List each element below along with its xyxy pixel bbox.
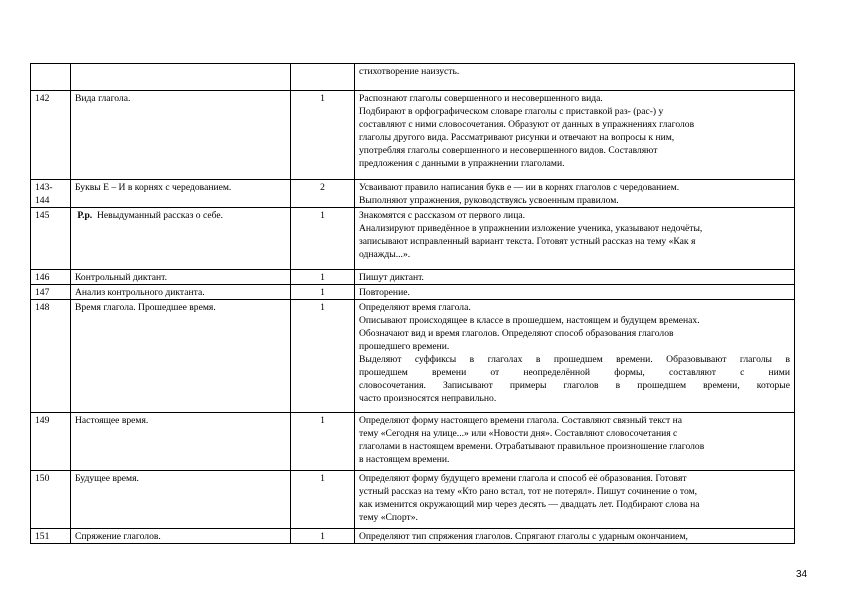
- activity-line: Распознают глаголы совершенного и несовершенного вида.: [359, 93, 603, 104]
- lesson-hours: [291, 64, 355, 91]
- activity-line: стихотворение наизусть.: [359, 66, 460, 77]
- lesson-number: 149: [31, 413, 71, 471]
- activity-line: Обозначают вид и время глаголов. Определяют способ образования глаголов: [359, 328, 674, 339]
- activity-line: Описывают происходящее в классе в прошедшем, настоящем и будущем временах.: [359, 315, 700, 326]
- activity-line: Усваивают правило написания букв е — ии в корнях глаголов с чередованием.: [359, 182, 680, 193]
- page-number: 34: [796, 569, 808, 580]
- lesson-activities: [355, 471, 795, 529]
- lesson-number: 143-144: [31, 180, 71, 208]
- activity-line: употребляя глаголы совершенного и несовершенного видов. Составляют: [359, 145, 658, 156]
- lesson-hours: 1: [291, 413, 355, 471]
- activity-line: прошедшего времени.: [359, 341, 450, 352]
- lesson-topic: [71, 208, 291, 270]
- topic-prefix: Р.р.: [77, 210, 93, 221]
- activity-line: Знакомятся с рассказом от первого лица.: [359, 210, 525, 221]
- lesson-activities: [355, 270, 795, 285]
- lesson-hours: 1: [291, 208, 355, 270]
- activity-line: Определяют форму будущего времени глагола и способ её образования. Готовят: [359, 473, 687, 484]
- lesson-number: 148: [31, 300, 71, 413]
- activity-line: Пишут диктант.: [359, 272, 424, 283]
- lesson-activities: [355, 91, 795, 180]
- lesson-topic: Будущее время.: [71, 471, 291, 529]
- activity-line: Подбирают в орфографическом словаре глаголы с приставкой раз- (рас-) у: [359, 106, 664, 117]
- lesson-number: 145: [31, 208, 71, 270]
- activity-line: Анализируют приведённое в упражнении изложение ученика, указывают недочёты,: [359, 223, 703, 234]
- lesson-number: [31, 64, 71, 91]
- table-row: [31, 529, 795, 544]
- lesson-number: 150: [31, 471, 71, 529]
- lesson-topic: Спряжение глаголов.: [71, 529, 291, 544]
- lesson-topic: Буквы Е – И в корнях с чередованием.: [71, 180, 291, 208]
- lesson-topic: Настоящее время.: [71, 413, 291, 471]
- lesson-activities: [355, 285, 795, 300]
- table-row: [31, 285, 795, 300]
- lesson-topic: Время глагола. Прошедшее время.: [71, 300, 291, 413]
- activity-line: устный рассказ на тему «Кто рано встал, тот не потерял». Пишут сочинение о том,: [359, 486, 698, 497]
- activity-line: Определяют время глагола.: [359, 302, 471, 313]
- lesson-activities: [355, 208, 795, 270]
- activity-line: Определяют тип спряжения глаголов. Спрягают глаголы с ударным окончанием,: [359, 531, 688, 542]
- table-row: [31, 270, 795, 285]
- activity-line: глаголами в настоящем времени. Отрабатывают правильное произношение глаголов: [359, 441, 705, 452]
- lesson-number: 146: [31, 270, 71, 285]
- table-row: [31, 91, 795, 180]
- lesson-topic: [71, 64, 291, 91]
- lesson-hours: 1: [291, 285, 355, 300]
- lesson-hours: 1: [291, 471, 355, 529]
- lesson-topic: Анализ контрольного диктанта.: [71, 285, 291, 300]
- lesson-activities: [355, 180, 795, 208]
- activity-line: как изменится окружающий мир через десять — двадцать лет. Подбирают слова на: [359, 499, 700, 510]
- lesson-hours: 1: [291, 91, 355, 180]
- activity-line: словосочетания. Записывают примеры глаголов в прошедшем времени, которые: [359, 380, 790, 391]
- activity-line: тему «Спорт».: [359, 512, 418, 523]
- lesson-plan-table: [30, 63, 795, 544]
- lesson-number: 147: [31, 285, 71, 300]
- activity-line: глаголы другого вида. Рассматривают рисунки и отвечают на вопросы к ним,: [359, 132, 675, 143]
- topic-text: Невыдуманный рассказ о себе.: [97, 210, 223, 221]
- lesson-activities: [355, 64, 795, 91]
- lesson-activities: [355, 300, 795, 413]
- table-row: [31, 180, 795, 208]
- activity-line: прошедшем времени от неопределённой формы, составляют с ними: [359, 367, 790, 378]
- lesson-topic: Вида глагола.: [71, 91, 291, 180]
- lesson-activities: [355, 529, 795, 544]
- table-row: [31, 471, 795, 529]
- lesson-hours: 1: [291, 300, 355, 413]
- lesson-number: 142: [31, 91, 71, 180]
- activity-line: предложения с данными в упражнении глаголами.: [359, 158, 565, 169]
- activity-line: тему «Сегодня на улице...» или «Новости дня». Составляют словосочетания с: [359, 428, 678, 439]
- lesson-hours: 1: [291, 270, 355, 285]
- table-row: [31, 64, 795, 91]
- activity-line: Повторение.: [359, 287, 410, 298]
- activity-line: однажды...».: [359, 249, 411, 260]
- activity-line: записывают исправленный вариант текста. Готовят устный рассказ на тему «Как я: [359, 236, 696, 247]
- lesson-hours: 2: [291, 180, 355, 208]
- activity-line: Определяют форму настоящего времени глагола. Составляют связный текст на: [359, 415, 683, 426]
- table-row: [31, 300, 795, 413]
- lesson-activities: [355, 413, 795, 471]
- activity-line: Выделяют суффиксы в глаголах в прошедшем времени. Образовывают глаголы в: [359, 354, 790, 365]
- table-row: [31, 208, 795, 270]
- activity-line: в настоящем времени.: [359, 454, 450, 465]
- table-row: [31, 413, 795, 471]
- activity-line: часто произносятся неправильно.: [359, 393, 497, 404]
- lesson-number: 151: [31, 529, 71, 544]
- activity-line: составляют с ними словосочетания. Образуют от данных в упражнениях глаголов: [359, 119, 695, 130]
- activity-line: Выполняют упражнения, руководствуясь усвоенным правилом.: [359, 195, 619, 206]
- lesson-hours: 1: [291, 529, 355, 544]
- lesson-topic: Контрольный диктант.: [71, 270, 291, 285]
